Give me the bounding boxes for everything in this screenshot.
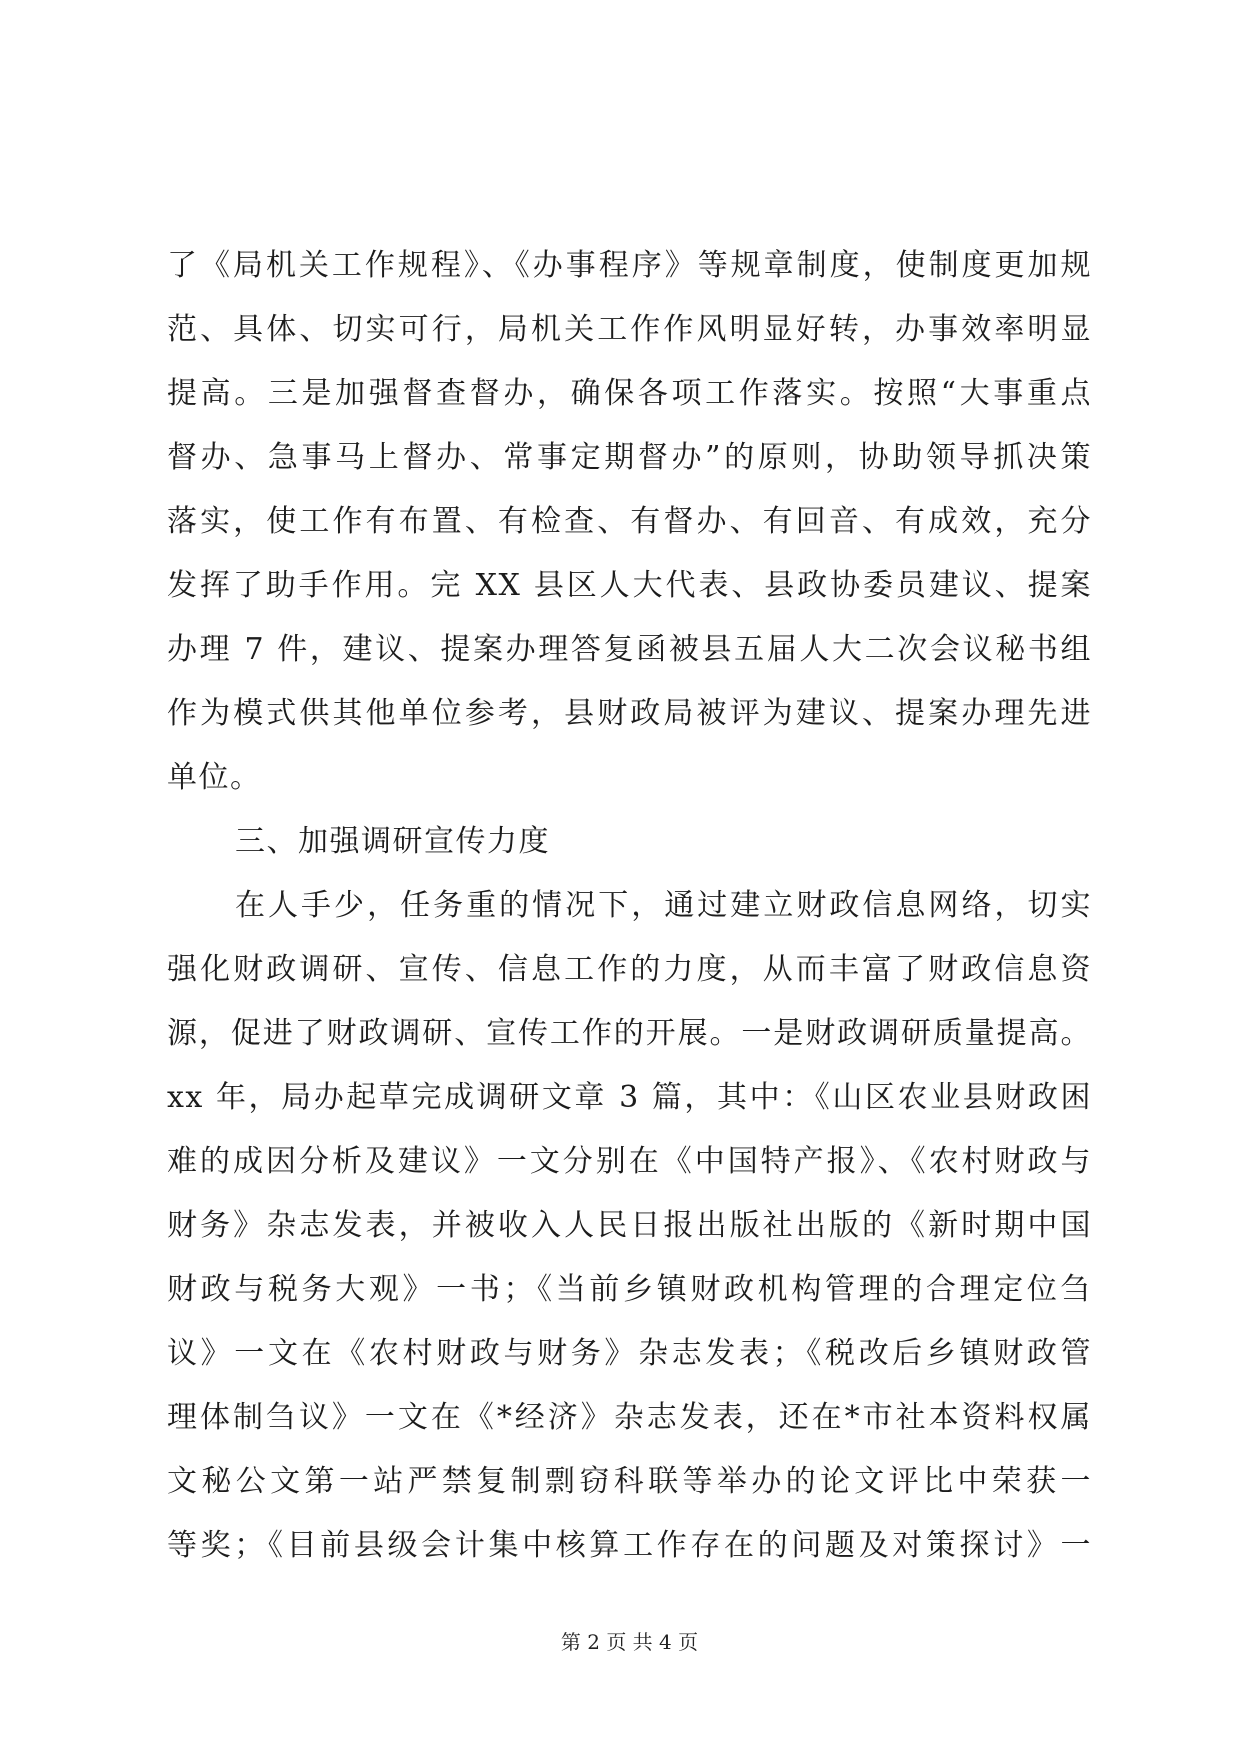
body-text-line: 提高。三是加强督查督办，确保各项工作落实。按照“大事重点 xyxy=(167,376,1092,411)
body-text-line: 范、具体、切实可行，局机关工作作风明显好转，办事效率明显 xyxy=(167,312,1092,347)
body-text-line: 财政与税务大观》一书；《当前乡镇财政机构管理的合理定位刍 xyxy=(167,1272,1092,1307)
document-body xyxy=(167,234,1092,1578)
body-text-line: 难的成因分析及建议》一文分别在《中国特产报》、《农村财政与 xyxy=(167,1144,1092,1179)
page-footer: 第 2 页 共 4 页 xyxy=(560,1630,699,1654)
body-text-line: 单位。 xyxy=(167,760,262,795)
body-text-line: 了《局机关工作规程》、《办事程序》等规章制度，使制度更加规 xyxy=(167,248,1092,283)
paragraph-first-line: 在人手少，任务重的情况下，通过建立财政信息网络，切实 xyxy=(235,888,1092,923)
body-text-line: 落实，使工作有布置、有检查、有督办、有回音、有成效，充分 xyxy=(167,504,1092,539)
body-text-line: 源，促进了财政调研、宣传工作的开展。一是财政调研质量提高。 xyxy=(167,1016,1092,1051)
body-text-line: xx 年，局办起草完成调研文章 3 篇，其中：《山区农业县财政困 xyxy=(167,1080,1092,1115)
body-text-line: 理体制刍议》一文在《*经济》杂志发表，还在*市社本资料权属 xyxy=(167,1400,1092,1435)
body-text-line: 议》一文在《农村财政与财务》杂志发表；《税改后乡镇财政管 xyxy=(167,1336,1092,1371)
section-heading: 三、加强调研宣传力度 xyxy=(235,824,550,859)
body-text-line: 等奖；《目前县级会计集中核算工作存在的问题及对策探讨》一 xyxy=(167,1528,1092,1563)
body-text-line: 督办、急事马上督办、常事定期督办”的原则，协助领导抓决策 xyxy=(167,440,1092,475)
body-text-line: 财务》杂志发表，并被收入人民日报出版社出版的《新时期中国 xyxy=(167,1208,1092,1243)
body-text-line: 办理 7 件，建议、提案办理答复函被县五届人大二次会议秘书组 xyxy=(167,632,1092,667)
body-text-line: 强化财政调研、宣传、信息工作的力度，从而丰富了财政信息资 xyxy=(167,952,1092,987)
body-text-line: 发挥了助手作用。完 XX 县区人大代表、县政协委员建议、提案 xyxy=(167,568,1092,603)
body-text-line: 作为模式供其他单位参考，县财政局被评为建议、提案办理先进 xyxy=(167,696,1092,731)
body-text-line: 文秘公文第一站严禁复制剽窃科联等举办的论文评比中荣获一 xyxy=(167,1464,1092,1499)
